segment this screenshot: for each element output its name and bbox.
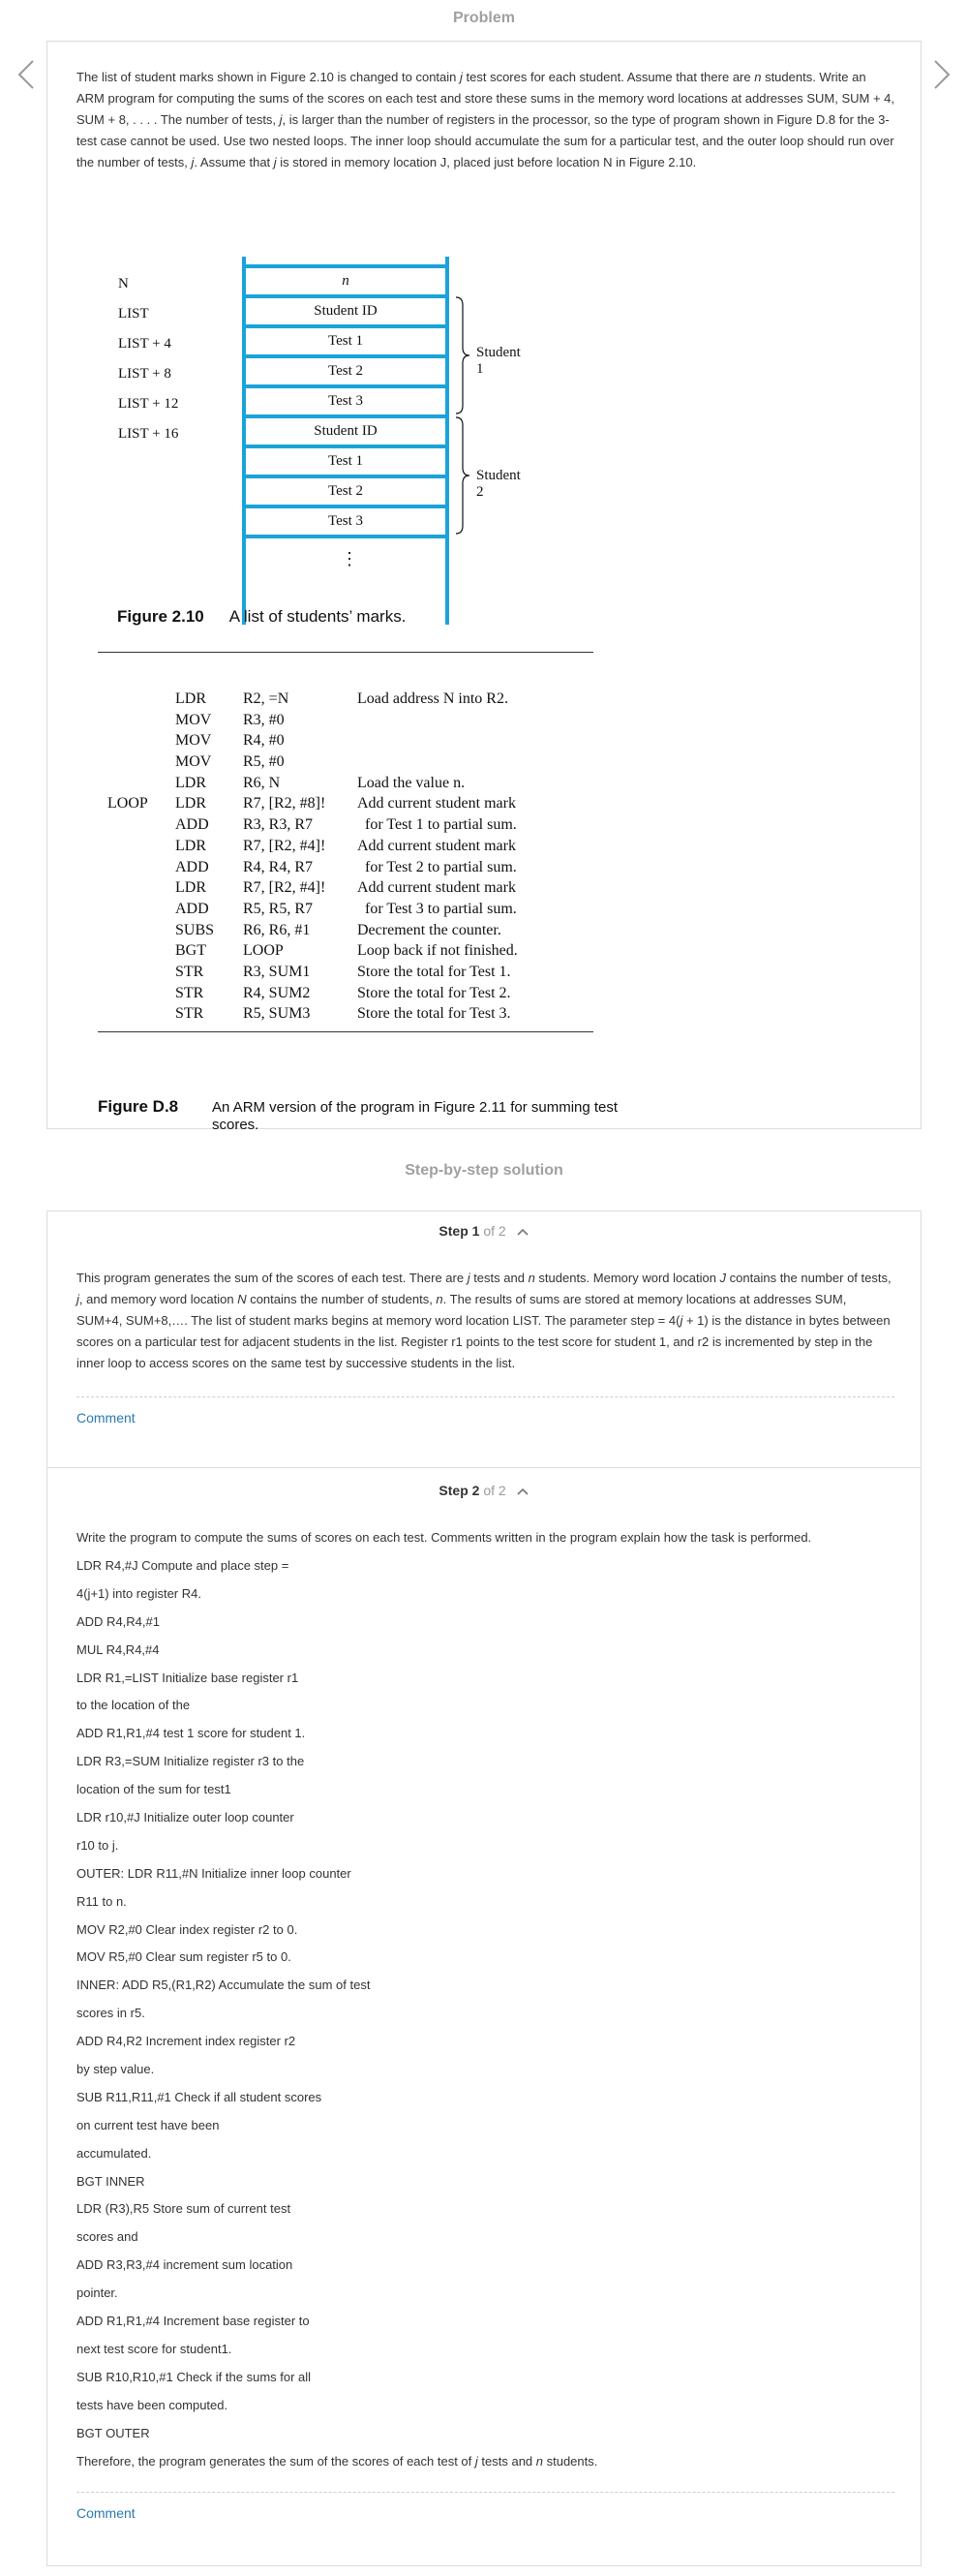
program-line: MOV R2,#0 Clear index register r2 to 0.: [76, 1921, 298, 1937]
code-op: MOV: [175, 753, 212, 771]
next-arrow-icon[interactable]: [929, 58, 954, 91]
step-2-program: [76, 1552, 894, 2448]
code-op: LDR: [175, 774, 206, 791]
code-row: [98, 710, 601, 731]
figure-rule-bottom: [98, 1031, 593, 1032]
program-line: LDR (R3),R5 Store sum of current test: [76, 2201, 291, 2217]
program-line: LDR R3,=SUM Initialize register r3 to the: [76, 1754, 305, 1769]
program-line: location of the sum for test1: [76, 1782, 231, 1797]
code-row: [98, 751, 601, 773]
code-comment: Loop back if not finished.: [357, 942, 518, 960]
step-count: of 2: [483, 1483, 506, 1498]
code-op: LDR: [175, 690, 206, 707]
step-2-separator: [76, 2492, 894, 2493]
code-op: MOV: [175, 732, 212, 750]
program-line: LDR R4,#J Compute and place step =: [76, 1558, 289, 1573]
figure-caption-text: A list of students’ marks.: [228, 607, 407, 626]
code-label: LOOP: [107, 795, 148, 813]
code-row: [98, 836, 601, 857]
code-row: [98, 940, 601, 962]
code-arg: R2, =N: [243, 690, 289, 707]
continuation-dots: ⋮: [341, 549, 358, 568]
program-line: LDR r10,#J Initialize outer loop counter: [76, 1810, 294, 1825]
memory-cell: Test 2: [327, 363, 364, 379]
chevron-up-icon[interactable]: [516, 1227, 529, 1237]
code-arg: R7, [R2, #4]!: [243, 837, 326, 854]
memory-cell: Test 3: [327, 513, 364, 529]
code-row: [98, 877, 601, 899]
program-line: tests have been computed.: [76, 2397, 228, 2412]
program-line: MOV R5,#0 Clear sum register r5 to 0.: [76, 1949, 291, 1965]
problem-statement: The list of student marks shown in Figure 2.10 is changed to contain j test scores for each student. Assume that there are n students. Write an ARM program for computing the sums of the scores on each test and store these sums in the memory word locations at addresses SUM, SUM + 4, SUM + 8, . . . . The number of tests, j, is larger than the number of registers in the processor, so the type of program shown in Figure D.8 for the 3-test case cannot be used. Use two nested loops. The inner loop should accumulate the sum for a particular test, and the outer loop should run over the number of tests, j. Assume that j is stored in memory location J, placed just before location N in Figure 2.10.: [76, 70, 895, 169]
program-line: next test score for student1.: [76, 2341, 232, 2356]
code-comment: for Test 2 to partial sum.: [357, 858, 517, 875]
code-row: [98, 773, 601, 794]
program-line: MUL R4,R4,#4: [76, 1641, 160, 1657]
code-comment: Store the total for Test 3.: [357, 1005, 511, 1023]
memory-cell: Student ID: [314, 423, 378, 439]
student-2-label: Student 2: [476, 468, 521, 500]
code-op: STR: [175, 963, 204, 980]
code-row: [98, 857, 601, 878]
memory-cell: Test 1: [327, 333, 364, 349]
code-comment: for Test 3 to partial sum.: [357, 900, 517, 917]
code-arg: R6, N: [243, 774, 281, 791]
step-1-header[interactable]: [47, 1223, 921, 1239]
program-line: BGT OUTER: [76, 2425, 150, 2440]
program-line: to the location of the: [76, 1698, 191, 1713]
student-2-brace: [454, 415, 475, 536]
step-2-header[interactable]: [47, 1483, 921, 1498]
program-line: INNER: ADD R5,(R1,R2) Accumulate the sum of test: [76, 1978, 371, 1993]
figure-rule-top: [98, 652, 593, 653]
step-2-intro: Write the program to compute the sums of scores on each test. Comments written in the program explain how the task is performed.: [76, 1530, 812, 1545]
previous-arrow-icon[interactable]: [14, 58, 39, 91]
memory-cell: Test 1: [327, 453, 364, 469]
figure-label: Figure 2.10: [117, 607, 204, 626]
step-1-text: This program generates the sum of the scores of each test. There are j tests and n students. Memory word location J contains the number of tests, j, and memory word location N contains the number of students, n. The results of sums are stored at memory locations at addresses SUM, SUM+4, SUM+8,…. The list of student marks begins at memory word location LIST. The parameter step = 4(j + 1) is the distance in bytes between scores on a particular test for adjacent students in the list. Register r1 points to the test score for student 1, and r2 is incremented by step in the inner loop to access scores on the same test by successive students in the list.: [76, 1271, 892, 1370]
program-line: BGT INNER: [76, 2173, 145, 2189]
step-divider: [47, 1467, 921, 1468]
step-word: Step: [439, 1223, 469, 1239]
code-row: [98, 983, 601, 1004]
code-arg: R6, R6, #1: [243, 921, 311, 938]
address-label: LIST + 16: [118, 426, 179, 442]
student-1-label: Student 1: [476, 345, 521, 377]
code-arg: R3, R3, R7: [243, 816, 314, 834]
code-row: [98, 793, 601, 814]
program-line: OUTER: LDR R11,#N Initialize inner loop counter: [76, 1865, 351, 1881]
code-comment: Store the total for Test 1.: [357, 963, 511, 980]
step-number: 2: [471, 1483, 480, 1498]
code-arg: R7, [R2, #4]!: [243, 879, 326, 897]
code-op: LDR: [175, 879, 206, 897]
step-1-comment-link[interactable]: Comment: [76, 1410, 136, 1426]
address-label: LIST: [118, 306, 149, 322]
program-line: by step value.: [76, 2062, 155, 2077]
code-op: BGT: [175, 942, 206, 960]
code-arg: R5, SUM3: [243, 1005, 311, 1023]
address-label: LIST + 8: [118, 366, 171, 382]
code-op: ADD: [175, 858, 209, 875]
code-arg: R7, [R2, #8]!: [243, 795, 326, 813]
code-arg: R4, SUM2: [243, 984, 311, 1001]
figure-2-10-caption: [117, 607, 406, 627]
program-line: on current test have been: [76, 2117, 220, 2132]
code-comment: Store the total for Test 2.: [357, 984, 511, 1001]
code-op: LDR: [175, 837, 206, 854]
program-line: r10 to j.: [76, 1837, 119, 1853]
figure-caption-text: An ARM version of the program in Figure 2.11 for summing test scores.: [212, 1099, 619, 1133]
code-comment: Add current student mark: [357, 795, 516, 813]
program-line: SUB R11,R11,#1 Check if all student scores: [76, 2089, 322, 2104]
memory-cell: Test 2: [327, 483, 364, 499]
solution-card: [46, 1211, 922, 2566]
code-arg: LOOP: [243, 942, 284, 960]
code-comment: for Test 1 to partial sum.: [357, 816, 517, 834]
program-line: SUB R10,R10,#1 Check if the sums for all: [76, 2369, 312, 2384]
solution-header: Step-by-step solution: [405, 1162, 563, 1179]
code-op: STR: [175, 1005, 204, 1023]
step-2-conclusion: Therefore, the program generates the sum of the scores of each test of j tests and n students.: [76, 2454, 598, 2469]
code-arg: R4, #0: [243, 732, 285, 750]
problem-header: Problem: [452, 10, 515, 26]
address-label: N: [118, 276, 129, 291]
problem-card: [46, 41, 922, 1133]
code-comment: Load the value n.: [357, 774, 466, 791]
code-op: MOV: [175, 711, 212, 728]
address-label: LIST + 12: [118, 396, 179, 412]
program-line: ADD R4,R4,#1: [76, 1613, 160, 1629]
code-arg: R3, SUM1: [243, 963, 311, 980]
program-line: ADD R4,R2 Increment index register r2: [76, 2034, 296, 2049]
program-line: ADD R1,R1,#4 Increment base register to: [76, 2314, 310, 2329]
step-word: Step: [439, 1483, 469, 1498]
code-op: STR: [175, 984, 204, 1001]
program-line: LDR R1,=LIST Initialize base register r1: [76, 1670, 299, 1685]
program-line: accumulated.: [76, 2145, 152, 2161]
program-line: scores in r5.: [76, 2006, 145, 2021]
step-number: 1: [471, 1223, 480, 1239]
code-comment: Add current student mark: [357, 837, 516, 854]
code-arg: R5, R5, R7: [243, 900, 314, 917]
memory-cell: n: [342, 273, 349, 289]
code-arg: R5, #0: [243, 753, 285, 771]
figure-label: Figure D.8: [98, 1097, 179, 1116]
program-line: 4(j+1) into register R4.: [76, 1585, 201, 1601]
code-op: ADD: [175, 816, 209, 834]
code-comment: Add current student mark: [357, 879, 516, 897]
figure-2-10: [94, 214, 521, 630]
chevron-up-icon[interactable]: [516, 1487, 529, 1496]
code-comment: Load address N into R2.: [357, 690, 508, 707]
memory-cell: Student ID: [314, 303, 378, 319]
figure-d8-code: [98, 689, 601, 1025]
code-op: LDR: [175, 795, 206, 813]
program-line: R11 to n.: [76, 1893, 127, 1909]
program-line: ADD R3,R3,#4 increment sum location: [76, 2257, 293, 2273]
program-line: scores and: [76, 2229, 138, 2245]
code-row: [98, 920, 601, 941]
step-1-separator: [76, 1396, 894, 1397]
code-row: [98, 962, 601, 983]
code-row: [98, 814, 601, 836]
code-row: [98, 1003, 601, 1025]
code-op: SUBS: [175, 921, 215, 938]
step-count: of 2: [483, 1223, 506, 1239]
memory-cell: Test 3: [327, 393, 364, 409]
program-line: ADD R1,R1,#4 test 1 score for student 1.: [76, 1726, 306, 1741]
code-arg: R3, #0: [243, 711, 285, 728]
code-comment: Decrement the counter.: [357, 921, 501, 938]
code-op: ADD: [175, 900, 209, 917]
code-row: [98, 899, 601, 920]
code-row: [98, 730, 601, 751]
student-1-brace: [454, 295, 475, 415]
address-label: LIST + 4: [118, 336, 171, 352]
code-row: [98, 689, 601, 710]
program-line: pointer.: [76, 2285, 118, 2301]
code-arg: R4, R4, R7: [243, 858, 314, 875]
step-2-comment-link[interactable]: Comment: [76, 2505, 136, 2521]
